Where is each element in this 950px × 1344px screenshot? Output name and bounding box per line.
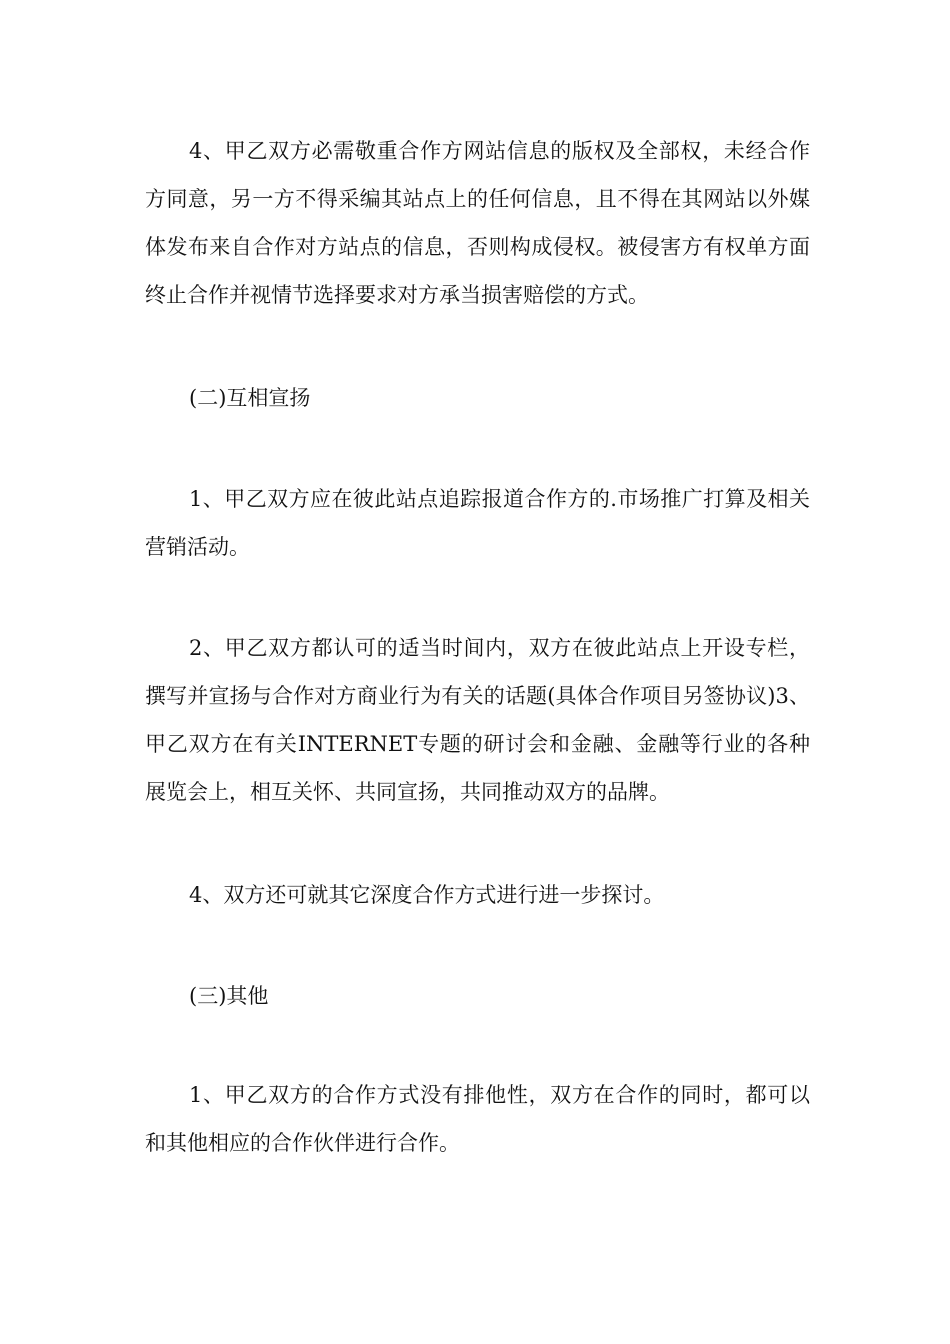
paragraph-market-promotion: 1、甲乙双方应在彼此站点追踪报道合作方的.市场推广打算及相关营销活动。 bbox=[145, 487, 810, 559]
paragraph-further-cooperation: 4、双方还可就其它深度合作方式进行进一步探讨。 bbox=[189, 883, 665, 907]
section-heading-mutual-promotion: (二)互相宣扬 bbox=[189, 386, 311, 410]
paragraph-non-exclusive: 1、甲乙双方的合作方式没有排他性，双方在合作的同时，都可以和其他相应的合作伙伴进行合作。 bbox=[145, 1083, 810, 1155]
paragraph-copyright: 4、甲乙双方必需敬重合作方网站信息的版权及全部权，未经合作方同意，另一方不得采编其站点上的任何信息，且不得在其网站以外媒体发布来自合作对方站点的信息，否则构成侵权。被侵害方有权单方面终止合作并视情节选择要求对方承当损害赔偿的方式。 bbox=[145, 139, 810, 307]
paragraph-special-column: 2、甲乙双方都认可的适当时间内，双方在彼此站点上开设专栏，撰写并宣扬与合作对方商业行为有关的话题(具体合作项目另签协议)3、甲乙双方在有关INTERNET专题的研讨会和金融、金融等行业的各种展览会上，相互关怀、共同宣扬，共同推动双方的品牌。 bbox=[145, 636, 810, 804]
section-heading-other: (三)其他 bbox=[189, 984, 269, 1008]
